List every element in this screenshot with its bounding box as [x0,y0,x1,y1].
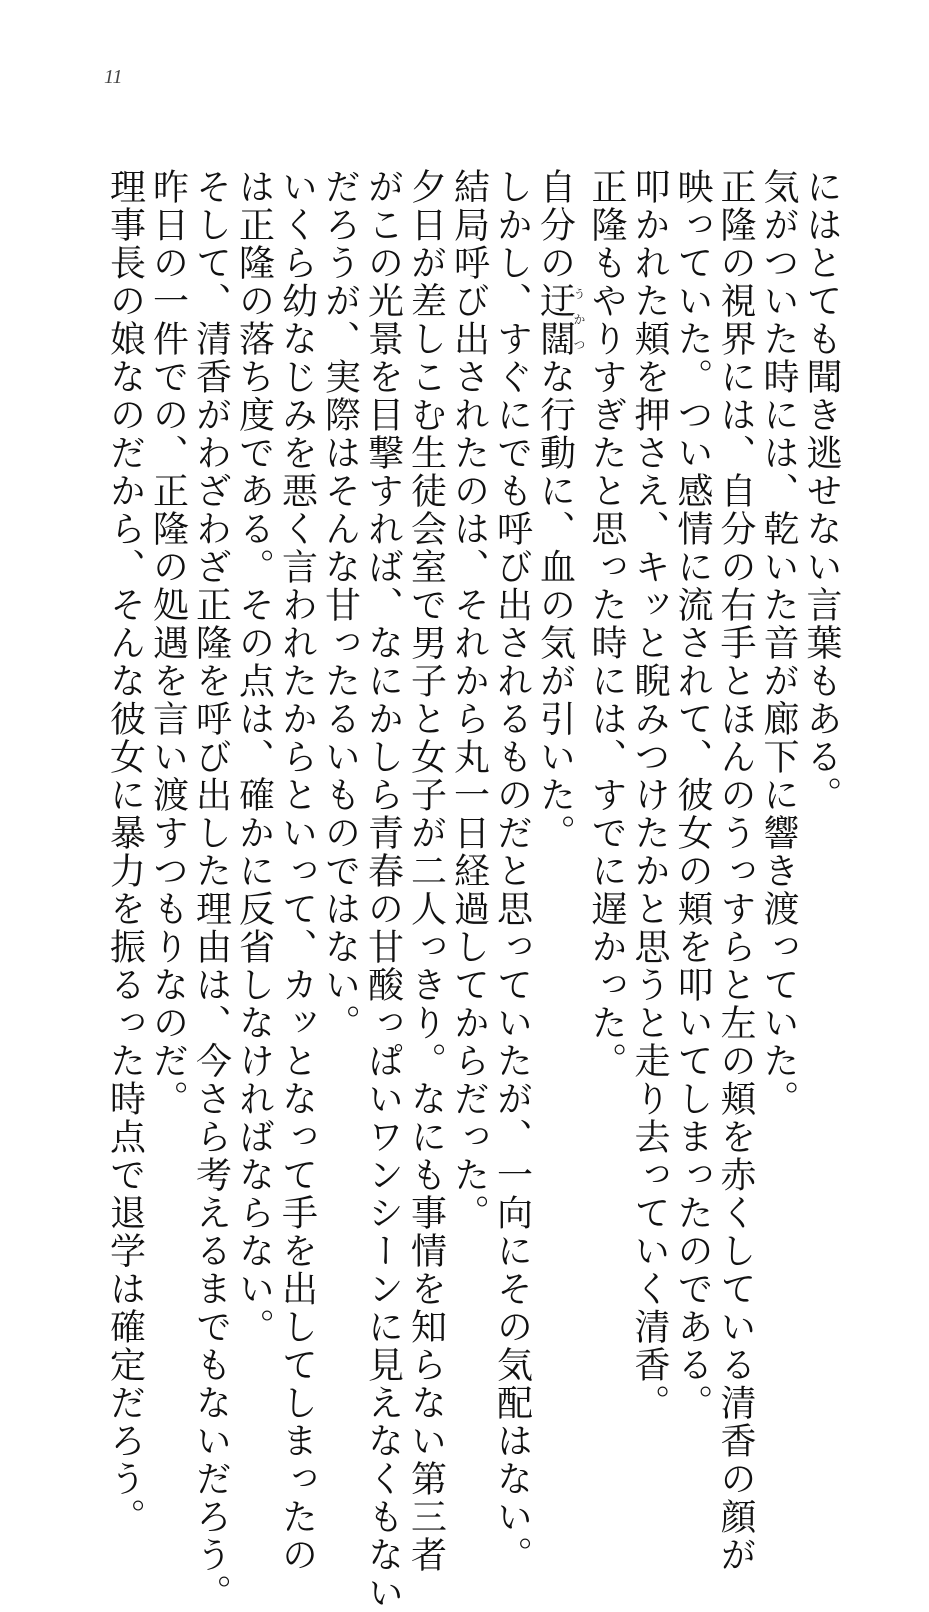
text-line: 正隆の視界には、自分の右手とほんのうっすらと左の頬を赤くしている清香の顔が [715,168,756,1574]
text-line: 叩かれた頬を押さえ、キッと睨みつけたかと思うと走り去っていく清香。 [629,168,670,1422]
page-number: 11 [104,66,123,88]
text-line: しかし、すぐにでも呼び出されるものだと思っていたが、一向にその気配はない。 [491,168,533,1574]
ruby-base: 迂闊 [534,282,576,358]
text-line: 映っていた。つい感情に流されて、彼女の頬を叩いてしまったのである。 [672,168,713,1422]
ruby-annotation [534,282,586,358]
text-line-with-ruby [534,168,586,1258]
text-segment: 自分の [534,168,576,282]
text-line: いくら幼なじみを悪く言われたからといって、カッとなって手を出してしまったの [276,168,318,1574]
text-line: 結局呼び出されたのは、それから丸一日経過してからだった。 [448,168,490,1232]
text-segment: な行動に、血の気が引いた。 [534,358,576,852]
text-line: は正隆の落ち度である。その点は、確かに反省しなければならない。 [233,168,275,1346]
text-line: そして、清香がわざわざ正隆を呼び出した理由は、今さら考えるまでもないだろう。 [190,168,232,1612]
text-line: 気がついた時には、乾いた音が廊下に響き渡っていた。 [758,168,799,1118]
text-line: がこの光景を目撃すれば、なにかしら青春の甘酸っぱいワンシーンに見えなくもない [362,168,404,1612]
ruby-reading: うかつ [572,282,586,358]
text-line: 夕日が差しこむ生徒会室で男子と女子が二人っきり。なにも事情を知らない第三者 [405,168,447,1574]
novel-text-body [104,168,844,1612]
text-line: だろうが、実際はそんな甘ったるいものではない。 [319,168,361,1042]
text-line: 昨日の一件での、正隆の処遇を言い渡すつもりなのだ。 [147,168,189,1118]
text-line: 正隆もやりすぎたと思った時には、すでに遅かった。 [586,168,627,1080]
text-line: 理事長の娘なのだから、そんな彼女に暴力を振るった時点で退学は確定だろう。 [104,168,146,1536]
text-line: にはとても聞き逃せない言葉もある。 [801,168,842,814]
